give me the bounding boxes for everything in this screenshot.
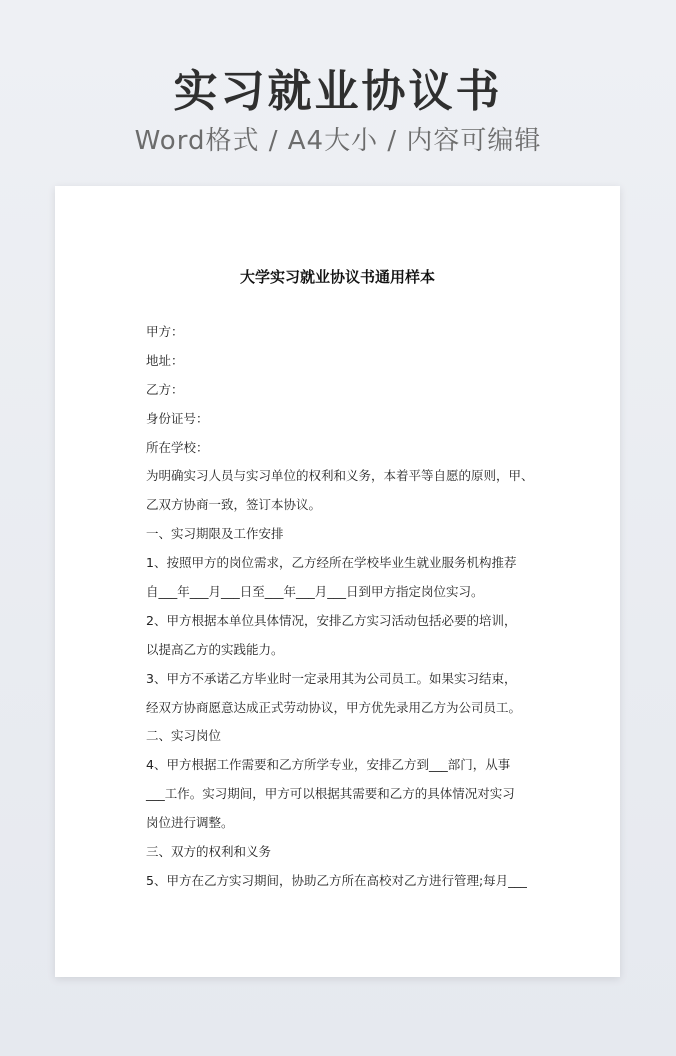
document-page xyxy=(55,186,620,977)
field-address: 地址： xyxy=(146,352,184,368)
banner-title: 实习就业协议书 xyxy=(173,66,503,117)
section-heading: 二、实习岗位 xyxy=(146,728,222,744)
banner xyxy=(0,64,676,158)
section-heading: 一、实习期限及工作安排 xyxy=(146,526,284,542)
document-title: 大学实习就业协议书通用样本 xyxy=(239,268,435,286)
clause-line: 岗位进行调整。 xyxy=(146,815,234,831)
clause-line: ___工作。实习期间，甲方可以根据其需要和乙方的具体情况对实习 xyxy=(146,786,515,802)
field-id-number: 身份证号： xyxy=(146,410,209,426)
clause-line: 5、甲方在乙方实习期间，协助乙方所在高校对乙方进行管理;每月___ xyxy=(146,872,527,888)
clause-line: 3、甲方不承诺乙方毕业时一定录用其为公司员工。如果实习结束， xyxy=(146,670,517,686)
field-party-b: 乙方： xyxy=(146,381,184,397)
clause-line: 1、按照甲方的岗位需求，乙方经所在学校毕业生就业服务机构推荐 xyxy=(146,555,517,571)
intro-line: 乙双方协商一致，签订本协议。 xyxy=(146,497,322,513)
clause-line: 经双方协商愿意达成正式劳动协议，甲方优先录用乙方为公司员工。 xyxy=(146,699,522,715)
clause-line: 2、甲方根据本单位具体情况，安排乙方实习活动包括必要的培训， xyxy=(146,612,517,628)
field-party-a: 甲方： xyxy=(146,324,184,339)
document-body xyxy=(146,318,536,896)
section-heading: 三、双方的权利和义务 xyxy=(146,844,272,860)
clause-line: 自___年___月___日至___年___月___日到甲方指定岗位实习。 xyxy=(146,584,484,600)
intro-line: 为明确实习人员与实习单位的权利和义务，本着平等自愿的原则，甲、 xyxy=(146,468,534,484)
field-school: 所在学校： xyxy=(146,439,209,455)
banner-subtitle: Word格式 / A4大小 / 内容可编辑 xyxy=(134,126,542,156)
clause-line: 以提高乙方的实践能力。 xyxy=(146,641,284,657)
clause-line: 4、甲方根据工作需要和乙方所学专业，安排乙方到___部门，从事 xyxy=(146,757,511,773)
